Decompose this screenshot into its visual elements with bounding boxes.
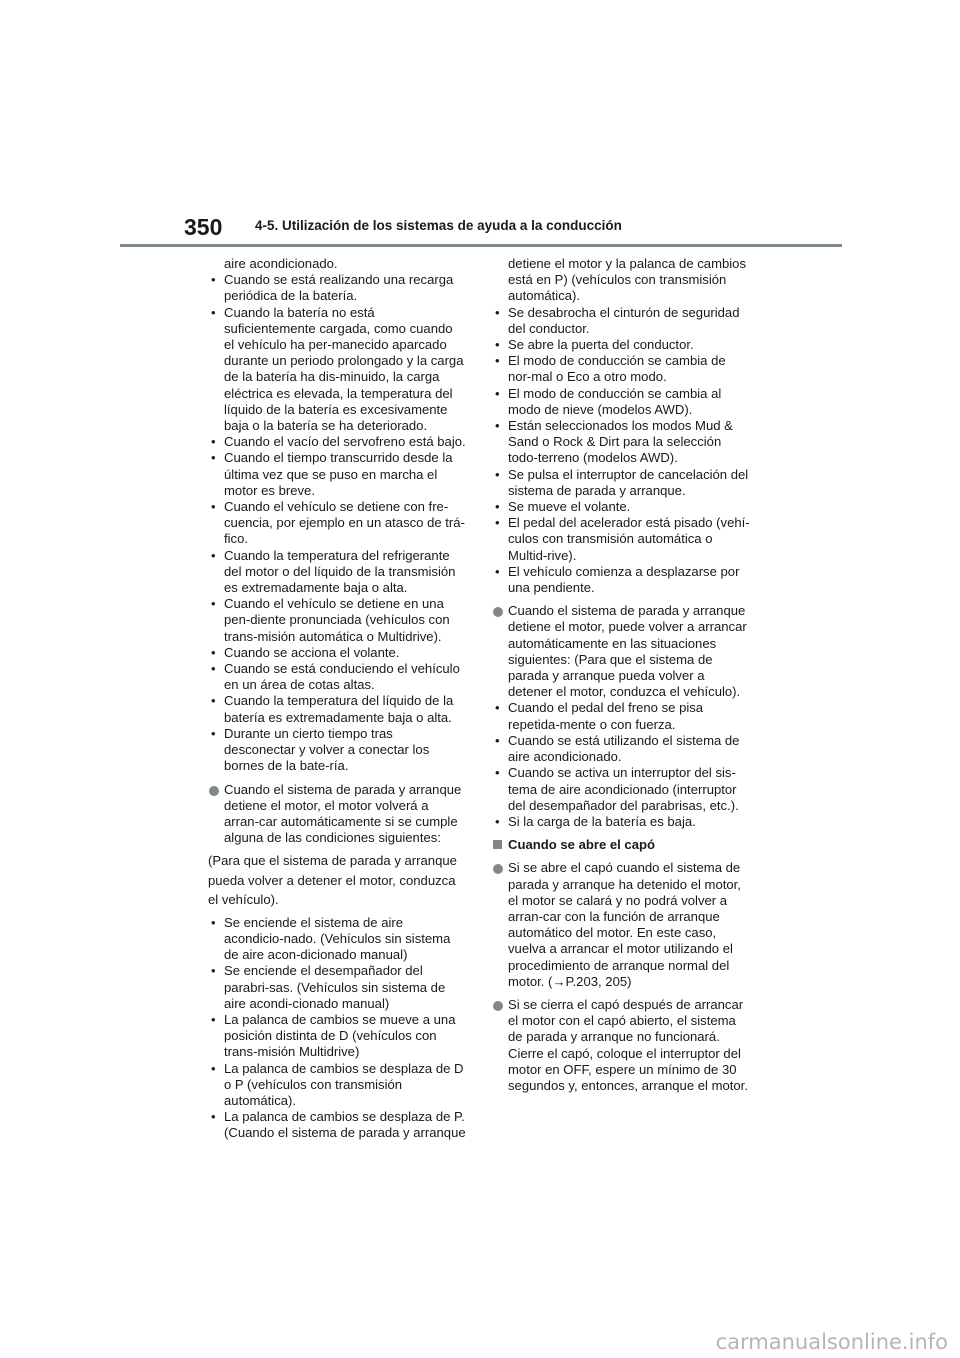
list-item: • Se abre la puerta del conductor. — [492, 337, 750, 353]
circle-bullet-paragraph — [492, 860, 750, 990]
circle-bullet-icon — [493, 864, 503, 874]
list-item: • Cuando la temperatura del refrigerante del motor o del líquido de la transmisión es extremadamente baja o alta. — [208, 548, 466, 597]
paragraph-text: Cuando el sistema de parada y arranque detiene el motor, el motor volverá a arran-car automáticamente si se cumple alguna de las condiciones siguientes: — [224, 781, 462, 846]
list-item: • La palanca de cambios se desplaza de P. (Cuando el sistema de parada y arranque — [208, 1109, 466, 1141]
list-item: • La palanca de cambios se mueve a una posición distinta de D (vehículos con trans-misión Multidrive) — [208, 1012, 466, 1061]
list-item: • Si la carga de la batería es baja. — [492, 814, 750, 830]
list-item: • Cuando el tiempo transcurrido desde la última vez que se puso en marcha el motor es breve. — [208, 450, 466, 499]
list-item: • Están seleccionados los modos Mud & Sand o Rock & Dirt para la selección todo-terreno (modelos AWD). — [492, 418, 750, 467]
left-column — [208, 256, 466, 1142]
list-item: • Se mueve el volante. — [492, 499, 750, 515]
paragraph-text: Cuando el sistema de parada y arranque detiene el motor, puede volver a arrancar automáticamente en las situaciones siguientes: (Para que el sistema de parada y arranque pueda volver a detener el motor, conduzca el vehículo). — [508, 603, 747, 700]
continuation-text: aire acondicionado. — [224, 256, 338, 271]
paragraph-text: Si se abre el capó cuando el sistema de parada y arranque ha detenido el motor, el motor se calará y no podrá volver a arran-car con la función de arranque automático del motor. En este caso, vuelva a arrancar el motor utilizando el procedimiento de arranque normal del motor. (→P.203, 205) — [508, 860, 741, 989]
list-item: • El modo de conducción se cambia de nor-mal o Eco a otro modo. — [492, 353, 750, 385]
list-item: • Durante un cierto tiempo tras desconectar y volver a conectar los bornes de la bate-ría. — [208, 726, 466, 775]
list-item: • Cuando se acciona el volante. — [208, 645, 466, 661]
square-bullet-icon — [493, 840, 502, 849]
list-item: • Cuando se está utilizando el sistema de aire acondicionado. — [492, 733, 750, 765]
bullet-list — [492, 700, 750, 830]
list-item: • Se enciende el desempañador del parabri-sas. (Vehículos sin sistema de aire acondi-cionado manual) — [208, 963, 466, 1012]
circle-bullet-icon — [493, 607, 503, 617]
list-item: • El pedal del acelerador está pisado (vehí-culos con transmisión automática o Multid-rive). — [492, 515, 750, 564]
paragraph-text: Si se cierra el capó después de arrancar el motor con el capó abierto, el sistema de parada y arranque no funcionará. Cierre el capó, coloque el interruptor del motor en OFF, espere un mínimo de 30 segundos y, entonces, arranque el motor. — [508, 996, 748, 1093]
bullet-list — [208, 272, 466, 774]
watermark: carmanualsonline.info — [715, 1330, 948, 1354]
note-paragraph: (Para que el sistema de parada y arranque pueda volver a detener el motor, conduzca el vehículo). — [208, 853, 457, 908]
circle-bullet-icon — [493, 1001, 503, 1011]
circle-bullet-paragraph — [492, 997, 750, 1094]
circle-bullet-paragraph — [492, 603, 750, 700]
subsection-heading — [492, 837, 750, 853]
list-item: • Cuando el vehículo se detiene en una pen-diente pronunciada (vehículos con trans-misión automática o Multidrive). — [208, 596, 466, 645]
list-item: • Cuando se activa un interruptor del sis-tema de aire acondicionado (interruptor del desempañador del parabrisas, etc.). — [492, 765, 750, 814]
list-item: • Cuando se está realizando una recarga periódica de la batería. — [208, 272, 466, 304]
list-item: • Cuando el vacío del servofreno está bajo. — [208, 434, 466, 450]
list-item: • El modo de conducción se cambia al modo de nieve (modelos AWD). — [492, 386, 750, 418]
list-item: • Se pulsa el interruptor de cancelación del sistema de parada y arranque. — [492, 467, 750, 499]
bullet-list — [208, 915, 466, 1142]
list-item: • Se desabrocha el cinturón de seguridad del conductor. — [492, 305, 750, 337]
list-item: • Cuando el pedal del freno se pisa repetida-mente o con fuerza. — [492, 700, 750, 732]
circle-bullet-icon — [209, 786, 219, 796]
list-item: • Se enciende el sistema de aire acondicio-nado. (Vehículos sin sistema de aire acon-dicionado manual) — [208, 915, 466, 964]
heading-text: Cuando se abre el capó — [508, 837, 655, 853]
list-item: • Cuando la temperatura del líquido de la batería es extremadamente baja o alta. — [208, 693, 466, 725]
list-item: • El vehículo comienza a desplazarse por una pendiente. — [492, 564, 750, 596]
list-item: • Cuando la batería no está suficientemente cargada, como cuando el vehículo ha per-manecido aparcado durante un periodo prolongado y la carga de la batería ha dis-minuido, la carga eléctrica es elevada, la temperatura del líquido de la batería es excesivamente baja o la batería se ha deteriorado. — [208, 305, 466, 435]
bullet-list — [492, 305, 750, 597]
header-divider — [120, 244, 842, 247]
circle-bullet-paragraph — [208, 782, 466, 847]
list-item: • La palanca de cambios se desplaza de D o P (vehículos con transmisión automática). — [208, 1061, 466, 1110]
section-title: 4-5. Utilización de los sistemas de ayuda a la conducción — [255, 218, 622, 233]
right-column — [492, 256, 750, 1094]
page-number: 350 — [184, 214, 223, 240]
continuation-text: detiene el motor y la palanca de cambios está en P) (vehículos con transmisión automática). — [508, 256, 747, 304]
list-item: • Cuando se está conduciendo el vehículo en un área de cotas altas. — [208, 661, 466, 693]
list-item: • Cuando el vehículo se detiene con fre-cuencia, por ejemplo en un atasco de trá-fico. — [208, 499, 466, 548]
